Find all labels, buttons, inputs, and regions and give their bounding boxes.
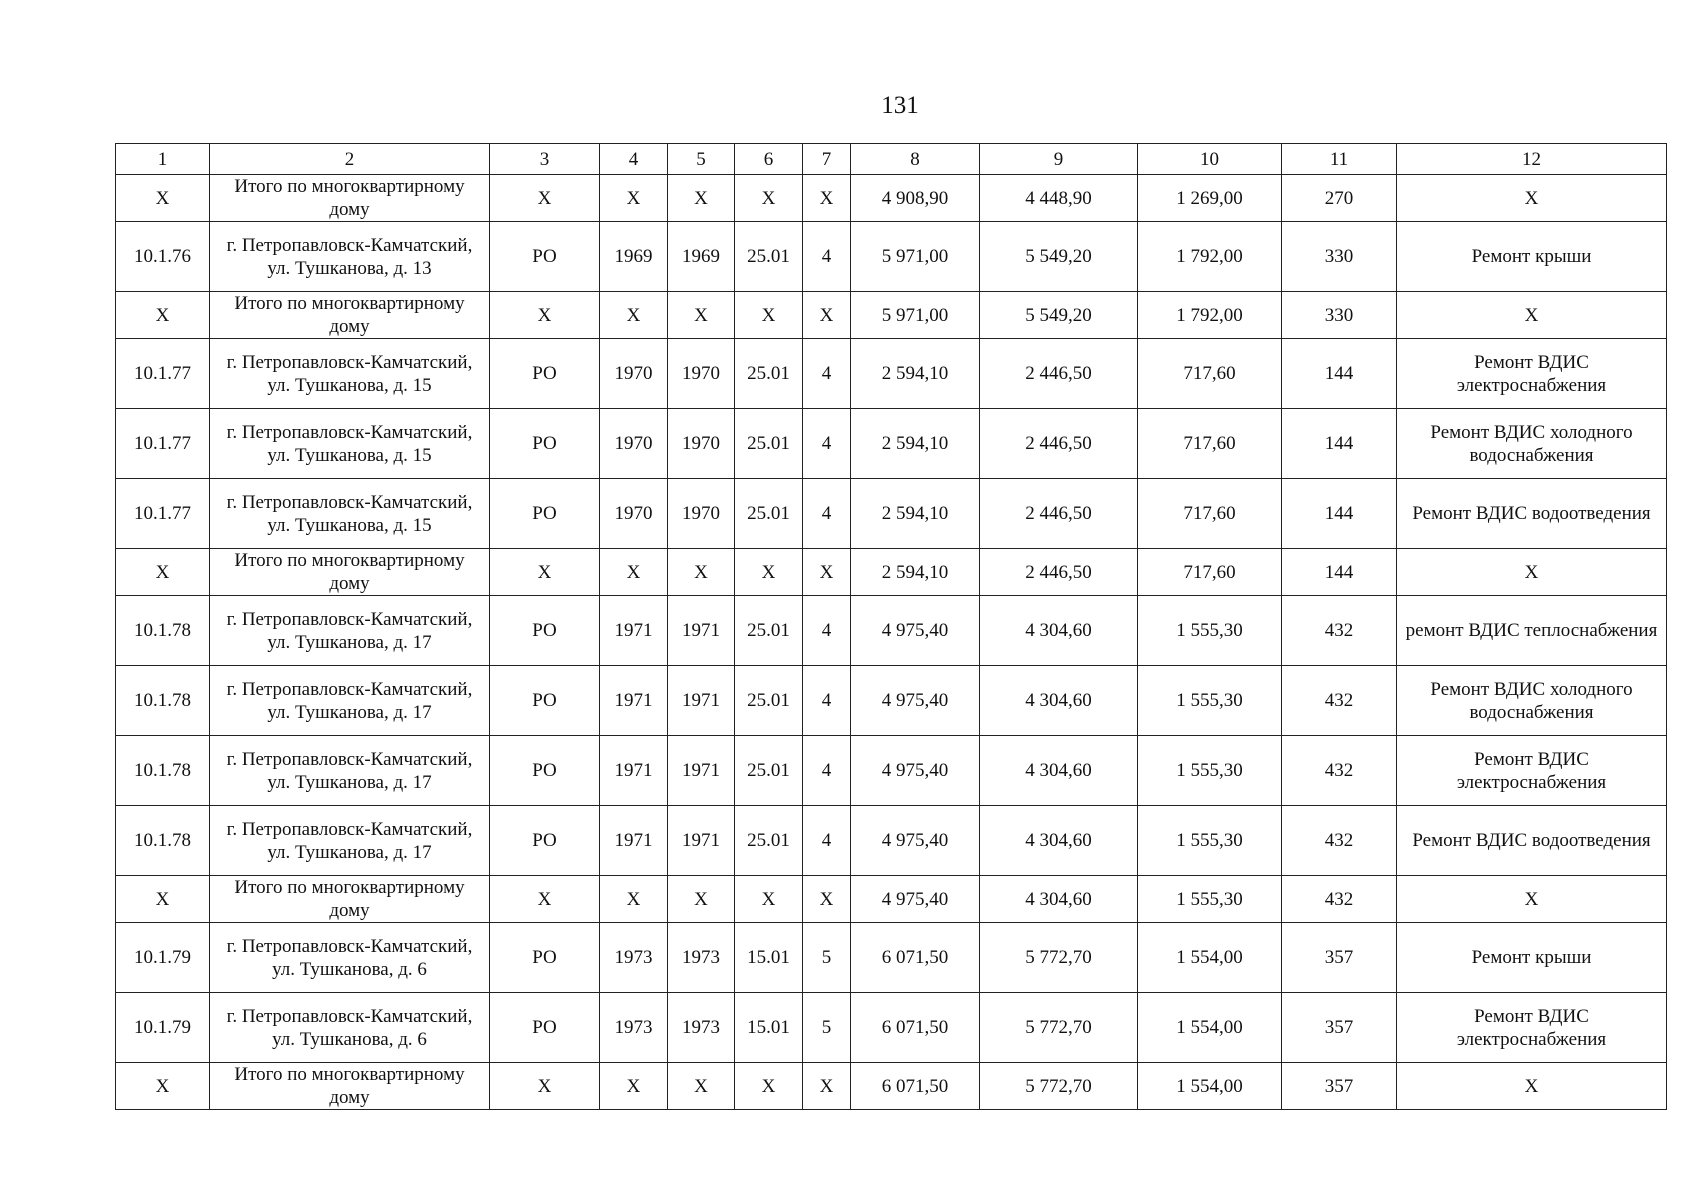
build-year-cell: X	[600, 1063, 668, 1110]
owner-cell: X	[490, 1063, 600, 1110]
owner-cell: РО	[490, 993, 600, 1063]
floors-cell: 4	[803, 596, 851, 666]
living-area-cell: 5 549,20	[980, 222, 1138, 292]
work-type-cell: Ремонт ВДИС холодного водоснабжения	[1397, 409, 1667, 479]
non-living-area-cell: 1 555,30	[1138, 736, 1282, 806]
commission-year-cell: X	[668, 292, 735, 339]
build-year-cell: 1971	[600, 806, 668, 876]
living-area-cell: 2 446,50	[980, 409, 1138, 479]
table-row	[116, 222, 1667, 292]
code-cell: 25.01	[735, 596, 803, 666]
commission-year-cell: 1970	[668, 479, 735, 549]
work-type-cell: Ремонт ВДИС водоотведения	[1397, 479, 1667, 549]
row-number-cell: 10.1.78	[116, 806, 210, 876]
total-area-cell: 5 971,00	[851, 292, 980, 339]
code-cell: 15.01	[735, 923, 803, 993]
floors-cell: 4	[803, 222, 851, 292]
code-cell: 25.01	[735, 339, 803, 409]
total-area-cell: 2 594,10	[851, 339, 980, 409]
total-area-cell: 6 071,50	[851, 923, 980, 993]
commission-year-cell: 1970	[668, 339, 735, 409]
owner-cell: РО	[490, 339, 600, 409]
work-type-cell: Ремонт крыши	[1397, 222, 1667, 292]
column-header: 3	[490, 144, 600, 175]
column-header: 11	[1282, 144, 1397, 175]
commission-year-cell: 1970	[668, 409, 735, 479]
build-year-cell: 1973	[600, 993, 668, 1063]
living-area-cell: 2 446,50	[980, 549, 1138, 596]
address-cell: г. Петропавловск-Камчатский, ул. Тушканова, д. 17	[210, 806, 490, 876]
header-row	[116, 144, 1667, 175]
table-row	[116, 806, 1667, 876]
owner-cell: РО	[490, 923, 600, 993]
total-area-cell: 4 975,40	[851, 806, 980, 876]
row-number-cell: 10.1.76	[116, 222, 210, 292]
row-number-cell: 10.1.77	[116, 479, 210, 549]
data-table	[115, 143, 1667, 1110]
build-year-cell: 1970	[600, 339, 668, 409]
total-area-cell: 6 071,50	[851, 993, 980, 1063]
total-area-cell: 2 594,10	[851, 549, 980, 596]
table-row	[116, 993, 1667, 1063]
row-number-cell: X	[116, 876, 210, 923]
residents-cell: 357	[1282, 993, 1397, 1063]
non-living-area-cell: 1 792,00	[1138, 222, 1282, 292]
build-year-cell: 1971	[600, 666, 668, 736]
column-header: 4	[600, 144, 668, 175]
residents-cell: 144	[1282, 409, 1397, 479]
floors-cell: 4	[803, 339, 851, 409]
code-cell: 25.01	[735, 409, 803, 479]
total-area-cell: 4 975,40	[851, 666, 980, 736]
living-area-cell: 4 304,60	[980, 736, 1138, 806]
floors-cell: X	[803, 549, 851, 596]
address-cell: Итого по многоквартирному дому	[210, 549, 490, 596]
residents-cell: 270	[1282, 175, 1397, 222]
work-type-cell: Ремонт ВДИС электроснабжения	[1397, 736, 1667, 806]
commission-year-cell: 1971	[668, 736, 735, 806]
owner-cell: РО	[490, 409, 600, 479]
column-header: 2	[210, 144, 490, 175]
row-number-cell: 10.1.77	[116, 409, 210, 479]
residents-cell: 432	[1282, 876, 1397, 923]
commission-year-cell: 1973	[668, 923, 735, 993]
total-area-cell: 4 908,90	[851, 175, 980, 222]
address-cell: Итого по многоквартирному дому	[210, 876, 490, 923]
column-header: 10	[1138, 144, 1282, 175]
residents-cell: 357	[1282, 923, 1397, 993]
code-cell: 15.01	[735, 993, 803, 1063]
living-area-cell: 5 549,20	[980, 292, 1138, 339]
build-year-cell: X	[600, 175, 668, 222]
living-area-cell: 4 448,90	[980, 175, 1138, 222]
total-area-cell: 4 975,40	[851, 736, 980, 806]
total-area-cell: 2 594,10	[851, 479, 980, 549]
commission-year-cell: X	[668, 1063, 735, 1110]
owner-cell: X	[490, 292, 600, 339]
residents-cell: 357	[1282, 1063, 1397, 1110]
address-cell: Итого по многоквартирному дому	[210, 292, 490, 339]
page-number: 131	[881, 92, 919, 119]
non-living-area-cell: 717,60	[1138, 409, 1282, 479]
residents-cell: 330	[1282, 292, 1397, 339]
floors-cell: X	[803, 292, 851, 339]
address-cell: г. Петропавловск-Камчатский, ул. Тушканова, д. 17	[210, 736, 490, 806]
floors-cell: X	[803, 876, 851, 923]
address-cell: Итого по многоквартирному дому	[210, 1063, 490, 1110]
code-cell: 25.01	[735, 736, 803, 806]
work-type-cell: X	[1397, 292, 1667, 339]
work-type-cell: X	[1397, 549, 1667, 596]
column-header: 12	[1397, 144, 1667, 175]
commission-year-cell: X	[668, 175, 735, 222]
owner-cell: РО	[490, 736, 600, 806]
commission-year-cell: X	[668, 549, 735, 596]
address-cell: г. Петропавловск-Камчатский, ул. Тушканова, д. 15	[210, 409, 490, 479]
total-area-cell: 4 975,40	[851, 596, 980, 666]
address-cell: г. Петропавловск-Камчатский, ул. Тушканова, д. 13	[210, 222, 490, 292]
code-cell: X	[735, 292, 803, 339]
floors-cell: X	[803, 175, 851, 222]
residents-cell: 144	[1282, 339, 1397, 409]
commission-year-cell: 1971	[668, 806, 735, 876]
build-year-cell: 1970	[600, 479, 668, 549]
address-cell: г. Петропавловск-Камчатский, ул. Тушканова, д. 6	[210, 993, 490, 1063]
code-cell: 25.01	[735, 666, 803, 736]
non-living-area-cell: 1 555,30	[1138, 666, 1282, 736]
row-number-cell: 10.1.78	[116, 596, 210, 666]
work-type-cell: Ремонт ВДИС электроснабжения	[1397, 993, 1667, 1063]
residents-cell: 432	[1282, 806, 1397, 876]
build-year-cell: 1971	[600, 736, 668, 806]
total-row	[116, 876, 1667, 923]
build-year-cell: 1969	[600, 222, 668, 292]
non-living-area-cell: 1 555,30	[1138, 806, 1282, 876]
column-header: 8	[851, 144, 980, 175]
non-living-area-cell: 1 554,00	[1138, 923, 1282, 993]
owner-cell: X	[490, 876, 600, 923]
living-area-cell: 4 304,60	[980, 666, 1138, 736]
table-row	[116, 923, 1667, 993]
address-cell: г. Петропавловск-Камчатский, ул. Тушканова, д. 17	[210, 596, 490, 666]
code-cell: X	[735, 175, 803, 222]
owner-cell: РО	[490, 806, 600, 876]
living-area-cell: 5 772,70	[980, 923, 1138, 993]
code-cell: X	[735, 876, 803, 923]
work-type-cell: ремонт ВДИС теплоснабжения	[1397, 596, 1667, 666]
code-cell: X	[735, 1063, 803, 1110]
floors-cell: 4	[803, 806, 851, 876]
build-year-cell: 1973	[600, 923, 668, 993]
living-area-cell: 2 446,50	[980, 339, 1138, 409]
total-area-cell: 4 975,40	[851, 876, 980, 923]
floors-cell: 4	[803, 736, 851, 806]
non-living-area-cell: 717,60	[1138, 549, 1282, 596]
table-row	[116, 736, 1667, 806]
total-row	[116, 175, 1667, 222]
floors-cell: 4	[803, 409, 851, 479]
total-row	[116, 1063, 1667, 1110]
row-number-cell: 10.1.79	[116, 923, 210, 993]
table-row	[116, 479, 1667, 549]
row-number-cell: 10.1.78	[116, 666, 210, 736]
row-number-cell: X	[116, 175, 210, 222]
table-row	[116, 666, 1667, 736]
address-cell: г. Петропавловск-Камчатский, ул. Тушканова, д. 15	[210, 339, 490, 409]
residents-cell: 144	[1282, 479, 1397, 549]
row-number-cell: 10.1.77	[116, 339, 210, 409]
floors-cell: 4	[803, 666, 851, 736]
owner-cell: РО	[490, 666, 600, 736]
build-year-cell: 1971	[600, 596, 668, 666]
code-cell: 25.01	[735, 479, 803, 549]
work-type-cell: Ремонт ВДИС водоотведения	[1397, 806, 1667, 876]
row-number-cell: 10.1.78	[116, 736, 210, 806]
column-header: 6	[735, 144, 803, 175]
residents-cell: 432	[1282, 596, 1397, 666]
residents-cell: 432	[1282, 666, 1397, 736]
non-living-area-cell: 1 555,30	[1138, 596, 1282, 666]
address-cell: г. Петропавловск-Камчатский, ул. Тушканова, д. 15	[210, 479, 490, 549]
work-type-cell: X	[1397, 175, 1667, 222]
non-living-area-cell: 1 792,00	[1138, 292, 1282, 339]
non-living-area-cell: 1 554,00	[1138, 1063, 1282, 1110]
work-type-cell: Ремонт ВДИС холодного водоснабжения	[1397, 666, 1667, 736]
total-row	[116, 292, 1667, 339]
non-living-area-cell: 717,60	[1138, 339, 1282, 409]
build-year-cell: X	[600, 549, 668, 596]
work-type-cell: Ремонт ВДИС электроснабжения	[1397, 339, 1667, 409]
table-row	[116, 596, 1667, 666]
row-number-cell: X	[116, 292, 210, 339]
owner-cell: X	[490, 549, 600, 596]
floors-cell: 4	[803, 479, 851, 549]
residents-cell: 330	[1282, 222, 1397, 292]
commission-year-cell: 1971	[668, 666, 735, 736]
table-row	[116, 409, 1667, 479]
build-year-cell: X	[600, 876, 668, 923]
non-living-area-cell: 1 554,00	[1138, 993, 1282, 1063]
code-cell: 25.01	[735, 222, 803, 292]
total-area-cell: 6 071,50	[851, 1063, 980, 1110]
living-area-cell: 4 304,60	[980, 806, 1138, 876]
living-area-cell: 5 772,70	[980, 1063, 1138, 1110]
owner-cell: X	[490, 175, 600, 222]
total-row	[116, 549, 1667, 596]
column-header: 9	[980, 144, 1138, 175]
column-header: 1	[116, 144, 210, 175]
row-number-cell: X	[116, 1063, 210, 1110]
non-living-area-cell: 717,60	[1138, 479, 1282, 549]
living-area-cell: 4 304,60	[980, 876, 1138, 923]
row-number-cell: X	[116, 549, 210, 596]
commission-year-cell: 1973	[668, 993, 735, 1063]
work-type-cell: Ремонт крыши	[1397, 923, 1667, 993]
owner-cell: РО	[490, 222, 600, 292]
build-year-cell: X	[600, 292, 668, 339]
living-area-cell: 2 446,50	[980, 479, 1138, 549]
total-area-cell: 5 971,00	[851, 222, 980, 292]
residents-cell: 144	[1282, 549, 1397, 596]
floors-cell: 5	[803, 923, 851, 993]
table-row	[116, 339, 1667, 409]
owner-cell: РО	[490, 479, 600, 549]
code-cell: 25.01	[735, 806, 803, 876]
residents-cell: 432	[1282, 736, 1397, 806]
code-cell: X	[735, 549, 803, 596]
work-type-cell: X	[1397, 876, 1667, 923]
address-cell: г. Петропавловск-Камчатский, ул. Тушканова, д. 17	[210, 666, 490, 736]
commission-year-cell: X	[668, 876, 735, 923]
floors-cell: 5	[803, 993, 851, 1063]
address-cell: г. Петропавловск-Камчатский, ул. Тушканова, д. 6	[210, 923, 490, 993]
commission-year-cell: 1971	[668, 596, 735, 666]
work-type-cell: X	[1397, 1063, 1667, 1110]
owner-cell: РО	[490, 596, 600, 666]
commission-year-cell: 1969	[668, 222, 735, 292]
column-header: 7	[803, 144, 851, 175]
row-number-cell: 10.1.79	[116, 993, 210, 1063]
living-area-cell: 4 304,60	[980, 596, 1138, 666]
total-area-cell: 2 594,10	[851, 409, 980, 479]
table-body	[116, 175, 1667, 1110]
column-header: 5	[668, 144, 735, 175]
build-year-cell: 1970	[600, 409, 668, 479]
floors-cell: X	[803, 1063, 851, 1110]
address-cell: Итого по многоквартирному дому	[210, 175, 490, 222]
non-living-area-cell: 1 555,30	[1138, 876, 1282, 923]
living-area-cell: 5 772,70	[980, 993, 1138, 1063]
non-living-area-cell: 1 269,00	[1138, 175, 1282, 222]
